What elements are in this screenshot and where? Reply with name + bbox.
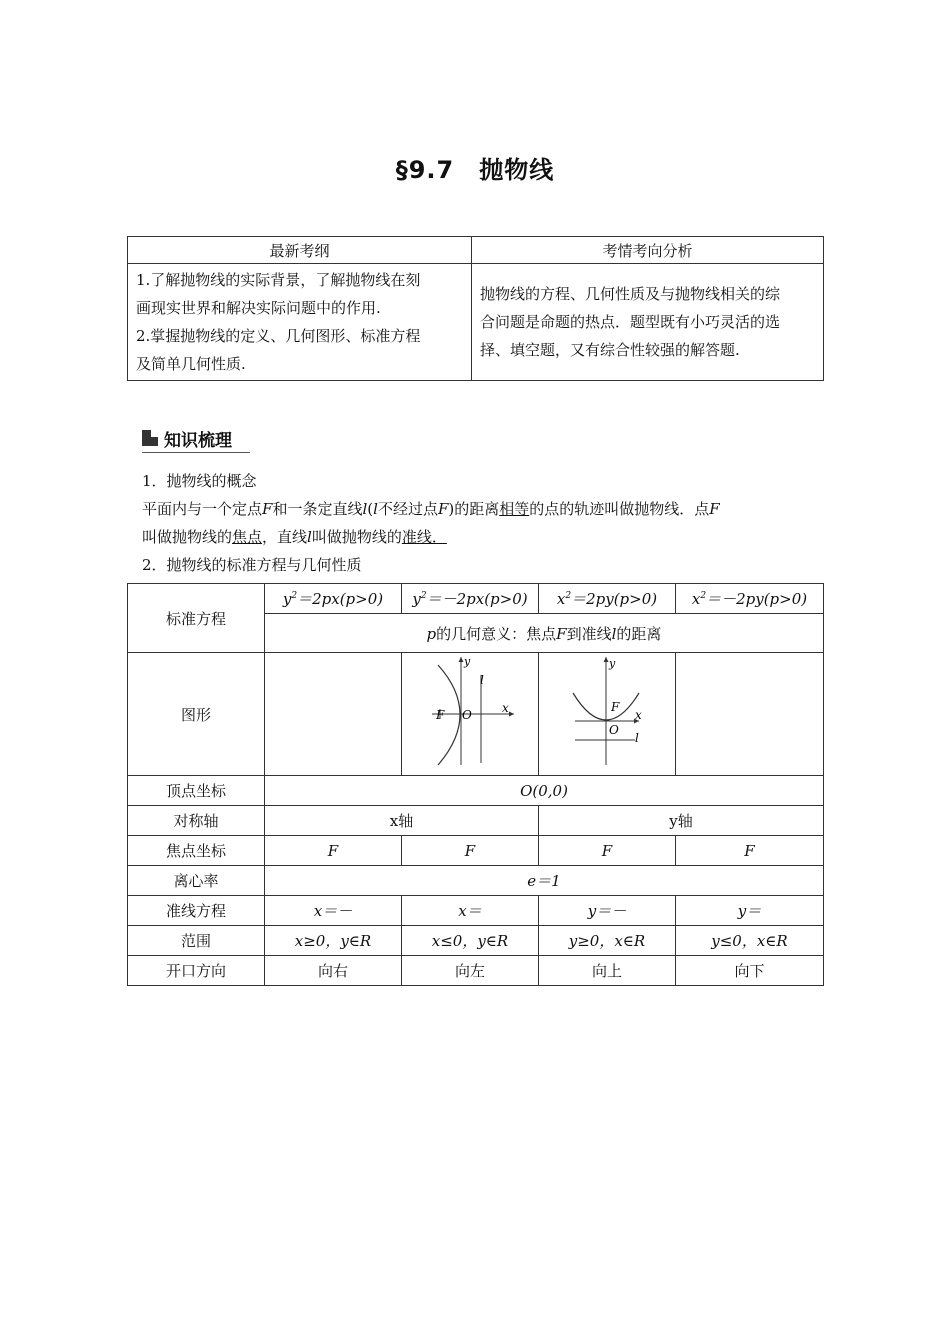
concept-line-2: 叫做抛物线的焦点，直线l叫做抛物线的准线． — [142, 528, 447, 546]
equal-term: 相等 — [499, 500, 530, 518]
graph-cell-empty — [265, 653, 402, 776]
equation-cell: $x^2=2py(p>0)$ — [539, 584, 676, 614]
row-label-eccentricity: 离心率 — [128, 866, 265, 896]
row-label-opening: 开口方向 — [128, 956, 265, 986]
directrix-cell: x＝ — [402, 896, 539, 926]
graph-cell-empty — [676, 653, 824, 776]
graph-label-x: x — [502, 701, 509, 715]
opening-cell: 向右 — [265, 956, 402, 986]
range-cell: x≤0，y∈R — [402, 926, 539, 956]
row-label-directrix: 准线方程 — [128, 896, 265, 926]
range-cell: y≥0，x∈R — [539, 926, 676, 956]
y-arrow — [604, 657, 609, 662]
axis-cell: x轴 — [265, 806, 539, 836]
concept-line-1: 平面内与一个定点F和一条定直线l(l不经过点F)的距离相等的点的轨迹叫做抛物线．点F — [142, 500, 720, 518]
graph-label-focus: F — [611, 700, 620, 714]
outline-table — [127, 236, 824, 381]
directrix-cell: y＝－ — [539, 896, 676, 926]
row-label-focus: 焦点坐标 — [128, 836, 265, 866]
range-cell: x≥0，y∈R — [265, 926, 402, 956]
range-cell: y≤0，x∈R — [676, 926, 824, 956]
focus-cell: F — [539, 836, 676, 866]
row-label-equation: 标准方程 — [128, 584, 265, 653]
outline-analysis-cell — [472, 264, 824, 381]
analysis-line: 合问题是命题的热点．题型既有小巧灵活的选 — [480, 313, 781, 331]
graph-label-y: y — [464, 655, 471, 668]
graph-label-directrix: l — [635, 731, 639, 745]
opening-cell: 向下 — [676, 956, 824, 986]
section-title: 知识梳理 — [164, 431, 232, 451]
equation-cell: $y^2=-2px(p>0)$ — [402, 584, 539, 614]
opening-cell: 向左 — [402, 956, 539, 986]
directrix-term: 准线． — [401, 528, 447, 546]
graph-label-x: x — [635, 708, 642, 722]
graph-label-directrix: l — [480, 673, 484, 687]
focus-term: 焦点 — [232, 528, 263, 546]
focus-cell: F — [265, 836, 402, 866]
graph-cell-up — [539, 653, 676, 776]
eccentricity-cell: e＝1 — [265, 866, 824, 896]
row-label-graph: 图形 — [128, 653, 265, 776]
syllabus-line: 画现实世界和解决实际问题中的作用. — [136, 299, 381, 317]
parabola-left-graph — [402, 653, 538, 775]
row-label-vertex: 顶点坐标 — [128, 776, 265, 806]
props-heading: 2．抛物线的标准方程与几何性质 — [142, 556, 362, 574]
vertex-cell: O(0,0) — [265, 776, 824, 806]
syllabus-line: 及简单几何性质. — [136, 355, 246, 373]
analysis-line: 抛物线的方程、几何性质及与抛物线相关的综 — [480, 285, 781, 303]
p-meaning-cell: p的几何意义：焦点F到准线l的距离 — [265, 614, 824, 653]
properties-table — [127, 583, 824, 986]
graph-label-origin: O — [462, 708, 472, 722]
page-title: §9.7 抛物线 — [395, 156, 555, 184]
section-square-icon — [142, 430, 158, 446]
graph-label-y: y — [609, 657, 616, 670]
concept-heading: 1．抛物线的概念 — [142, 472, 257, 490]
x-arrow — [509, 712, 514, 717]
opening-cell: 向上 — [539, 956, 676, 986]
focus-cell: F — [402, 836, 539, 866]
analysis-line: 择、填空题，又有综合性较强的解答题. — [480, 341, 740, 359]
graph-label-focus: F — [436, 708, 445, 722]
graph-cell-left — [402, 653, 539, 776]
equation-cell: $y^2=2px(p>0)$ — [265, 584, 402, 614]
row-label-axis: 对称轴 — [128, 806, 265, 836]
directrix-cell: x＝－ — [265, 896, 402, 926]
axis-cell: y轴 — [539, 806, 824, 836]
row-label-range: 范围 — [128, 926, 265, 956]
outline-header-syllabus: 最新考纲 — [128, 237, 472, 264]
parabola-up-graph — [539, 653, 675, 775]
directrix-cell: y＝ — [676, 896, 824, 926]
graph-label-origin: O — [609, 723, 619, 737]
focus-cell: F — [676, 836, 824, 866]
outline-header-analysis: 考情考向分析 — [472, 237, 824, 264]
syllabus-line: 1.了解抛物线的实际背景，了解抛物线在刻 — [136, 271, 421, 289]
section-header — [142, 426, 250, 453]
outline-syllabus-cell — [128, 264, 472, 381]
equation-cell: $x^2=-2py(p>0)$ — [676, 584, 824, 614]
syllabus-line: 2.掌握抛物线的定义、几何图形、标准方程 — [136, 327, 421, 345]
